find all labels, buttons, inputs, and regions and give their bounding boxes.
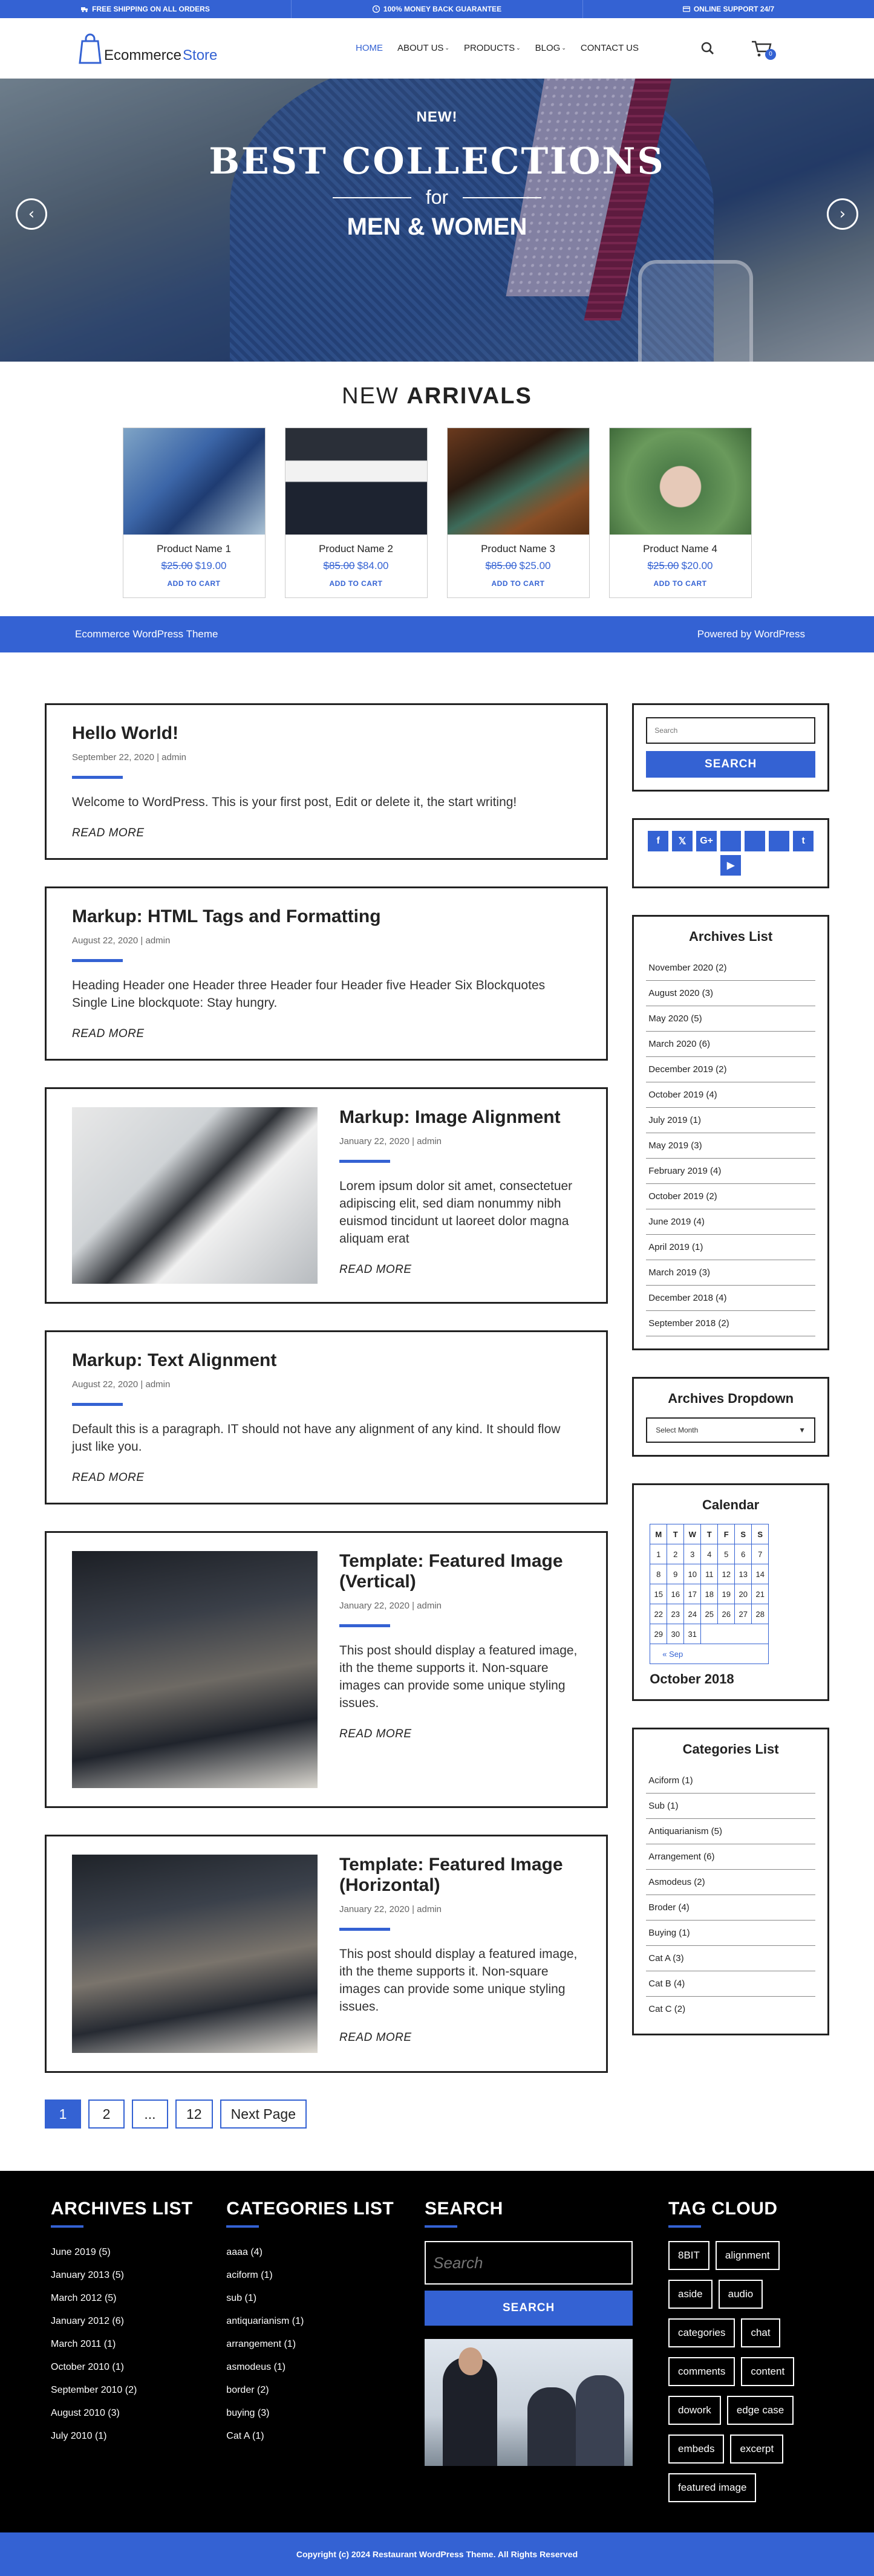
truck-icon	[81, 5, 88, 13]
chevron-right-icon: ›	[839, 205, 846, 223]
hero-kicker: NEW!	[416, 109, 458, 125]
footer-divider	[226, 2225, 259, 2228]
read-more-link[interactable]: READ MORE	[339, 2031, 412, 2044]
product-image[interactable]	[610, 428, 751, 535]
post-card	[45, 1835, 608, 2073]
list-item[interactable]: March 2019 (3)	[646, 1260, 815, 1286]
chevron-down-icon: ⌄	[445, 45, 449, 51]
post-divider	[339, 1160, 390, 1163]
calendar-widget	[632, 1483, 829, 1701]
calendar-day	[701, 1624, 769, 1644]
product-card[interactable]	[123, 428, 266, 598]
footer-archives-list	[51, 2241, 226, 2448]
page-1-button[interactable]: 1	[45, 2100, 81, 2129]
list-item[interactable]: Arrangement (6)	[646, 1844, 815, 1870]
read-more-link[interactable]: READ MORE	[72, 1471, 145, 1484]
calendar-day: 30	[667, 1624, 684, 1644]
page-ellipsis: ...	[132, 2100, 168, 2129]
nav-home[interactable]	[356, 43, 383, 53]
footer-search-title: SEARCH	[425, 2199, 503, 2219]
main-content	[0, 652, 874, 2171]
pagination	[45, 2100, 608, 2129]
list-item[interactable]: October 2019 (2)	[646, 1184, 815, 1209]
post-excerpt: This post should display a featured image, ith the theme supports it. Non-square images can provide some unique styling issues.	[339, 1947, 578, 2014]
top-bar	[0, 0, 874, 18]
calendar-day: 21	[752, 1584, 769, 1604]
product-image[interactable]	[285, 428, 427, 535]
post-card	[45, 1087, 608, 1304]
weekday-header: S	[735, 1524, 752, 1544]
hero-divider-left	[333, 197, 411, 198]
nav-blog[interactable]	[535, 43, 566, 53]
list-item[interactable]: March 2020 (6)	[646, 1032, 815, 1057]
calendar-day: 5	[718, 1544, 735, 1564]
copyright-bar	[0, 2532, 874, 2576]
post-divider	[339, 1928, 390, 1931]
money-back-text: 100% MONEY BACK GUARANTEE	[383, 5, 502, 13]
weekday-header: T	[701, 1524, 718, 1544]
calendar-day: 10	[684, 1564, 701, 1584]
post-excerpt: Lorem ipsum dolor sit amet, consectetuer adipiscing elit, sed diam nonummy nibh euismod tincidunt ut laoreet dolor magna aliquam erat	[339, 1179, 573, 1246]
footer-search	[425, 2199, 668, 2502]
list-item[interactable]: Sub (1)	[646, 1794, 815, 1819]
tag-link[interactable]: featured image	[668, 2473, 756, 2502]
footer-divider	[425, 2225, 457, 2228]
tag-list	[668, 2241, 823, 2502]
site-header	[0, 18, 874, 79]
hero-connector-row	[0, 186, 874, 209]
footer-categories-list	[226, 2241, 425, 2448]
logo-main-text: Ecommerce	[104, 47, 182, 63]
card-icon	[683, 5, 690, 13]
calendar-day: 1	[650, 1544, 667, 1564]
calendar-table	[650, 1524, 769, 1664]
post-body	[339, 1855, 581, 2053]
product-old-price: $85.00	[485, 560, 517, 571]
categories-widget	[632, 1728, 829, 2035]
list-item[interactable]: Cat C (2)	[648, 2004, 686, 2014]
nav-blog-label: BLOG	[535, 43, 561, 53]
nav-home-label: HOME	[356, 43, 383, 53]
footer-categories-title: CATEGORIES LIST	[226, 2199, 394, 2219]
calendar-day: 6	[735, 1544, 752, 1564]
hero-subtitle: MEN & WOMEN	[347, 213, 527, 240]
add-to-cart-button[interactable]: ADD TO CART	[167, 579, 221, 588]
read-more-link[interactable]: READ MORE	[72, 1027, 145, 1040]
facebook-icon[interactable]: f	[648, 831, 668, 851]
calendar-day: 9	[667, 1564, 684, 1584]
arrivals-title-light: NEW	[342, 383, 407, 409]
list-item[interactable]: Antiquarianism (5)	[646, 1819, 815, 1844]
tag-link[interactable]: edge case	[727, 2396, 794, 2425]
post-excerpt: Welcome to WordPress. This is your first post, Edit or delete it, the start writing!	[72, 795, 517, 809]
list-item[interactable]: October 2010 (1)	[51, 2362, 124, 2372]
post-card	[45, 1330, 608, 1504]
main-nav	[356, 43, 639, 53]
product-sale-price: $19.00	[195, 560, 227, 571]
chevron-down-icon: ⌄	[516, 45, 521, 51]
list-item[interactable]: December 2018 (4)	[646, 1286, 815, 1311]
footer-tags-title: TAG CLOUD	[668, 2199, 778, 2219]
money-back-notice	[292, 0, 583, 18]
archives-title: Archives List	[689, 929, 773, 944]
linkedin-icon[interactable]	[745, 831, 765, 851]
calendar-day: 19	[718, 1584, 735, 1604]
tag-link[interactable]: 8BIT	[668, 2241, 709, 2270]
nav-products[interactable]	[464, 43, 521, 53]
list-item[interactable]: aaaa (4)	[226, 2247, 263, 2257]
list-item[interactable]: Aciform (1)	[646, 1768, 815, 1794]
team-figure	[458, 2347, 483, 2375]
list-item[interactable]: sub (1)	[226, 2293, 257, 2303]
hero-connector: for	[425, 186, 449, 208]
powered-by-link[interactable]: Powered by WordPress	[697, 628, 805, 640]
calendar-day: 22	[650, 1604, 667, 1624]
list-item[interactable]: July 2019 (1)	[646, 1108, 815, 1133]
read-more-link[interactable]: READ MORE	[72, 827, 145, 839]
post-title[interactable]: Markup: Image Alignment	[339, 1107, 561, 1127]
list-item[interactable]: May 2020 (5)	[646, 1006, 815, 1032]
footer-divider	[51, 2225, 83, 2228]
archives-dropdown-title: Archives Dropdown	[668, 1391, 794, 1406]
hero-title: BEST COLLECTIONS	[209, 140, 665, 183]
list-item[interactable]: October 2019 (4)	[646, 1082, 815, 1108]
nav-contact-us[interactable]	[581, 43, 639, 53]
youtube-icon[interactable]: ▶	[720, 855, 741, 876]
footer-search-input[interactable]	[425, 2241, 633, 2285]
list-item[interactable]: June 2019 (5)	[51, 2247, 111, 2257]
post-body	[339, 1107, 581, 1284]
weekday-header: F	[718, 1524, 735, 1544]
google-plus-icon[interactable]: G+	[696, 831, 717, 851]
product-old-price: $25.00	[161, 560, 193, 571]
tag-link[interactable]: alignment	[716, 2241, 780, 2270]
post-divider	[339, 1624, 390, 1627]
calendar-day: 23	[667, 1604, 684, 1624]
calendar-day: 26	[718, 1604, 735, 1624]
list-item[interactable]: Broder (4)	[646, 1895, 815, 1921]
tag-link[interactable]: aside	[668, 2280, 713, 2309]
calendar-day: 15	[650, 1584, 667, 1604]
post-thumbnail[interactable]	[72, 1551, 318, 1788]
sidebar-search-input[interactable]	[646, 717, 815, 744]
free-shipping-notice	[0, 0, 292, 18]
footer-team-image	[425, 2339, 633, 2466]
caret-down-icon: ▼	[798, 1426, 806, 1434]
x-icon[interactable]: 𝕏	[672, 831, 693, 851]
list-item[interactable]: September 2010 (2)	[51, 2385, 137, 2395]
site-logo[interactable]	[77, 33, 356, 64]
calendar-day: 4	[701, 1544, 718, 1564]
weekday-header: T	[667, 1524, 684, 1544]
footer-archives-title: ARCHIVES LIST	[51, 2199, 193, 2219]
sidebar	[632, 703, 829, 2171]
list-item[interactable]: Buying (1)	[646, 1921, 815, 1946]
calendar-day: 2	[667, 1544, 684, 1564]
list-item[interactable]: March 2011 (1)	[51, 2339, 116, 2349]
product-card[interactable]	[285, 428, 428, 598]
page-12-button[interactable]: 12	[175, 2100, 213, 2129]
calendar-caption: October 2018	[650, 1671, 734, 1686]
social-links	[646, 830, 815, 877]
list-item[interactable]: July 2010 (1)	[51, 2431, 107, 2441]
product-image[interactable]	[448, 428, 589, 535]
free-shipping-text: FREE SHIPPING ON ALL ORDERS	[92, 5, 210, 13]
nav-about-label: ABOUT US	[397, 43, 444, 53]
page-2-button[interactable]: 2	[88, 2100, 125, 2129]
slider-prev-button[interactable]	[16, 198, 47, 230]
list-item[interactable]: September 2018 (2)	[646, 1311, 815, 1336]
product-card[interactable]	[609, 428, 752, 598]
calendar-day: 8	[650, 1564, 667, 1584]
new-arrivals-title	[0, 383, 874, 409]
calendar-title: Calendar	[702, 1497, 760, 1512]
add-to-cart-button[interactable]: ADD TO CART	[329, 579, 383, 588]
team-figure	[527, 2387, 576, 2466]
product-price	[285, 560, 427, 572]
support-text: ONLINE SUPPORT 24/7	[693, 5, 775, 13]
calendar-day: 17	[684, 1584, 701, 1604]
archives-list	[646, 955, 815, 1336]
list-item[interactable]: buying (3)	[226, 2408, 270, 2418]
read-more-link[interactable]: READ MORE	[339, 1263, 412, 1276]
search-widget	[632, 703, 829, 792]
tag-link[interactable]: categories	[668, 2318, 735, 2347]
post-meta: September 22, 2020 | admin	[72, 752, 187, 763]
product-old-price: $85.00	[323, 560, 355, 571]
post-card	[45, 1531, 608, 1808]
read-more-link[interactable]: READ MORE	[339, 1728, 412, 1740]
site-footer	[0, 2171, 874, 2532]
shopping-bag-icon	[77, 33, 103, 64]
sidebar-search-button[interactable]: SEARCH	[646, 751, 815, 778]
archives-widget	[632, 915, 829, 1350]
hero-slider	[0, 79, 874, 362]
list-item[interactable]: June 2019 (4)	[646, 1209, 815, 1235]
tag-link[interactable]: dowork	[668, 2396, 721, 2425]
post-title[interactable]: Markup: Text Alignment	[72, 1350, 277, 1370]
post-card	[45, 886, 608, 1061]
hero-divider-right	[463, 197, 541, 198]
cart-button[interactable]	[751, 39, 772, 57]
calendar-day: 13	[735, 1564, 752, 1584]
post-card	[45, 703, 608, 860]
month-select[interactable]	[646, 1417, 815, 1443]
list-item[interactable]: antiquarianism (1)	[226, 2316, 304, 2326]
post-body	[72, 1350, 581, 1485]
post-meta: August 22, 2020 | admin	[72, 1379, 171, 1390]
product-card[interactable]	[447, 428, 590, 598]
calendar-prev-link[interactable]: « Sep	[650, 1644, 769, 1664]
chevron-down-icon: ⌄	[561, 45, 566, 51]
post-list	[45, 703, 608, 2171]
product-name[interactable]: Product Name 3	[481, 543, 555, 555]
product-grid	[0, 428, 874, 598]
calendar-day: 11	[701, 1564, 718, 1584]
post-divider	[72, 776, 123, 779]
post-excerpt: This post should display a featured image, ith the theme supports it. Non-square images can provide some unique styling issues.	[339, 1644, 578, 1710]
weekday-header: S	[752, 1524, 769, 1544]
post-meta: January 22, 2020 | admin	[339, 1601, 442, 1611]
list-item[interactable]: Cat B (4)	[646, 1971, 815, 1997]
post-meta: August 22, 2020 | admin	[72, 935, 171, 946]
post-body	[339, 1551, 581, 1788]
product-image[interactable]	[123, 428, 265, 535]
post-divider	[72, 1403, 123, 1406]
list-item[interactable]: Cat A (1)	[226, 2431, 264, 2441]
logo-accent-text: Store	[183, 47, 218, 63]
list-item[interactable]: Cat A (3)	[646, 1946, 815, 1971]
list-item[interactable]: August 2010 (3)	[51, 2408, 120, 2418]
product-old-price: $25.00	[647, 560, 679, 571]
calendar-day: 29	[650, 1624, 667, 1644]
post-title[interactable]: Template: Featured Image (Vertical)	[339, 1551, 563, 1592]
slider-next-button[interactable]	[827, 198, 858, 230]
calendar-day: 31	[684, 1624, 701, 1644]
calendar-day: 16	[667, 1584, 684, 1604]
calendar-day: 28	[752, 1604, 769, 1624]
nav-about-us[interactable]	[397, 43, 449, 53]
next-page-button[interactable]: Next Page	[220, 2100, 307, 2129]
add-to-cart-button[interactable]: ADD TO CART	[653, 579, 707, 588]
footer-divider	[668, 2225, 701, 2228]
calendar-day: 24	[684, 1604, 701, 1624]
calendar-day: 12	[718, 1564, 735, 1584]
list-item[interactable]: aciform (1)	[226, 2270, 273, 2280]
theme-strip	[0, 616, 874, 652]
post-divider	[72, 959, 123, 962]
list-item[interactable]: May 2019 (3)	[646, 1133, 815, 1159]
list-item[interactable]: asmodeus (1)	[226, 2362, 286, 2372]
list-item[interactable]: November 2020 (2)	[646, 955, 815, 981]
social-widget	[632, 818, 829, 888]
list-item[interactable]: arrangement (1)	[226, 2339, 296, 2349]
product-price	[123, 560, 265, 572]
product-sale-price: $84.00	[357, 560, 389, 571]
post-excerpt: Heading Header one Header three Header four Header five Header Six Blockquotes Single Line blockquote: Stay hungry.	[72, 978, 546, 1010]
calendar-day: 25	[701, 1604, 718, 1624]
header-actions	[701, 39, 772, 57]
calendar-day: 20	[735, 1584, 752, 1604]
list-item[interactable]: August 2020 (3)	[646, 981, 815, 1006]
footer-search-button[interactable]: SEARCH	[425, 2291, 633, 2326]
tag-link[interactable]: comments	[668, 2357, 735, 2386]
tag-link[interactable]: audio	[719, 2280, 763, 2309]
post-title[interactable]: Hello World!	[72, 723, 179, 743]
post-meta: January 22, 2020 | admin	[339, 1904, 442, 1914]
team-figure	[576, 2375, 624, 2466]
footer-archives	[51, 2199, 226, 2502]
list-item[interactable]: January 2013 (5)	[51, 2270, 124, 2280]
calendar-day: 18	[701, 1584, 718, 1604]
calendar-day: 3	[684, 1544, 701, 1564]
calendar-day: 7	[752, 1544, 769, 1564]
product-sale-price: $20.00	[681, 560, 713, 571]
list-item[interactable]: January 2012 (6)	[51, 2316, 124, 2326]
instagram-icon[interactable]	[720, 831, 741, 851]
footer-categories	[226, 2199, 425, 2502]
search-icon[interactable]	[701, 42, 714, 55]
nav-products-label: PRODUCTS	[463, 43, 515, 53]
post-excerpt: Default this is a paragraph. IT should not have any alignment of any kind. It should flow just like you.	[72, 1422, 561, 1454]
categories-list	[646, 1768, 815, 2021]
new-arrivals-section	[0, 362, 874, 616]
post-body	[72, 906, 581, 1041]
post-meta: January 22, 2020 | admin	[339, 1136, 442, 1147]
theme-name: Ecommerce WordPress Theme	[75, 628, 218, 640]
list-item[interactable]: December 2019 (2)	[646, 1057, 815, 1082]
calendar-day: 14	[752, 1564, 769, 1584]
calendar-day: 27	[735, 1604, 752, 1624]
list-item[interactable]: Asmodeus (2)	[646, 1870, 815, 1895]
product-name[interactable]: Product Name 4	[643, 543, 717, 555]
footer-tag-cloud	[668, 2199, 823, 2502]
archives-dropdown-widget	[632, 1377, 829, 1457]
post-body	[72, 723, 581, 840]
tag-link[interactable]: embeds	[668, 2435, 724, 2464]
list-item[interactable]: March 2012 (5)	[51, 2293, 117, 2303]
product-price	[448, 560, 589, 572]
month-select-value: Select Month	[656, 1426, 699, 1434]
list-item[interactable]: April 2019 (1)	[646, 1235, 815, 1260]
clock-icon	[373, 5, 380, 13]
tag-link[interactable]: content	[741, 2357, 794, 2386]
post-title[interactable]: Template: Featured Image (Horizontal)	[339, 1855, 563, 1895]
product-name[interactable]: Product Name 2	[319, 543, 393, 555]
weekday-header: W	[684, 1524, 701, 1544]
categories-title: Categories List	[682, 1742, 779, 1757]
arrivals-title-bold: ARRIVALS	[406, 383, 532, 409]
support-notice	[583, 0, 874, 18]
cart-count-badge: 0	[765, 49, 776, 60]
add-to-cart-button[interactable]: ADD TO CART	[491, 579, 545, 588]
post-thumbnail[interactable]	[72, 1855, 318, 2053]
pinterest-icon[interactable]	[769, 831, 789, 851]
tumblr-icon[interactable]: t	[793, 831, 814, 851]
product-price	[610, 560, 751, 572]
nav-contact-label: CONTACT US	[580, 43, 639, 53]
tag-link[interactable]: excerpt	[730, 2435, 783, 2464]
product-name[interactable]: Product Name 1	[157, 543, 231, 555]
product-sale-price: $25.00	[519, 560, 551, 571]
post-title[interactable]: Markup: HTML Tags and Formatting	[72, 906, 381, 926]
list-item[interactable]: February 2019 (4)	[646, 1159, 815, 1184]
weekday-header: M	[650, 1524, 667, 1544]
hero-caption	[0, 109, 874, 241]
chevron-left-icon: ‹	[28, 205, 35, 223]
copyright-text: Copyright (c) 2024 Restaurant WordPress Theme. All Rights Reserved	[296, 2549, 578, 2559]
post-thumbnail[interactable]	[72, 1107, 318, 1284]
tag-link[interactable]: chat	[741, 2318, 780, 2347]
list-item[interactable]: border (2)	[226, 2385, 269, 2395]
